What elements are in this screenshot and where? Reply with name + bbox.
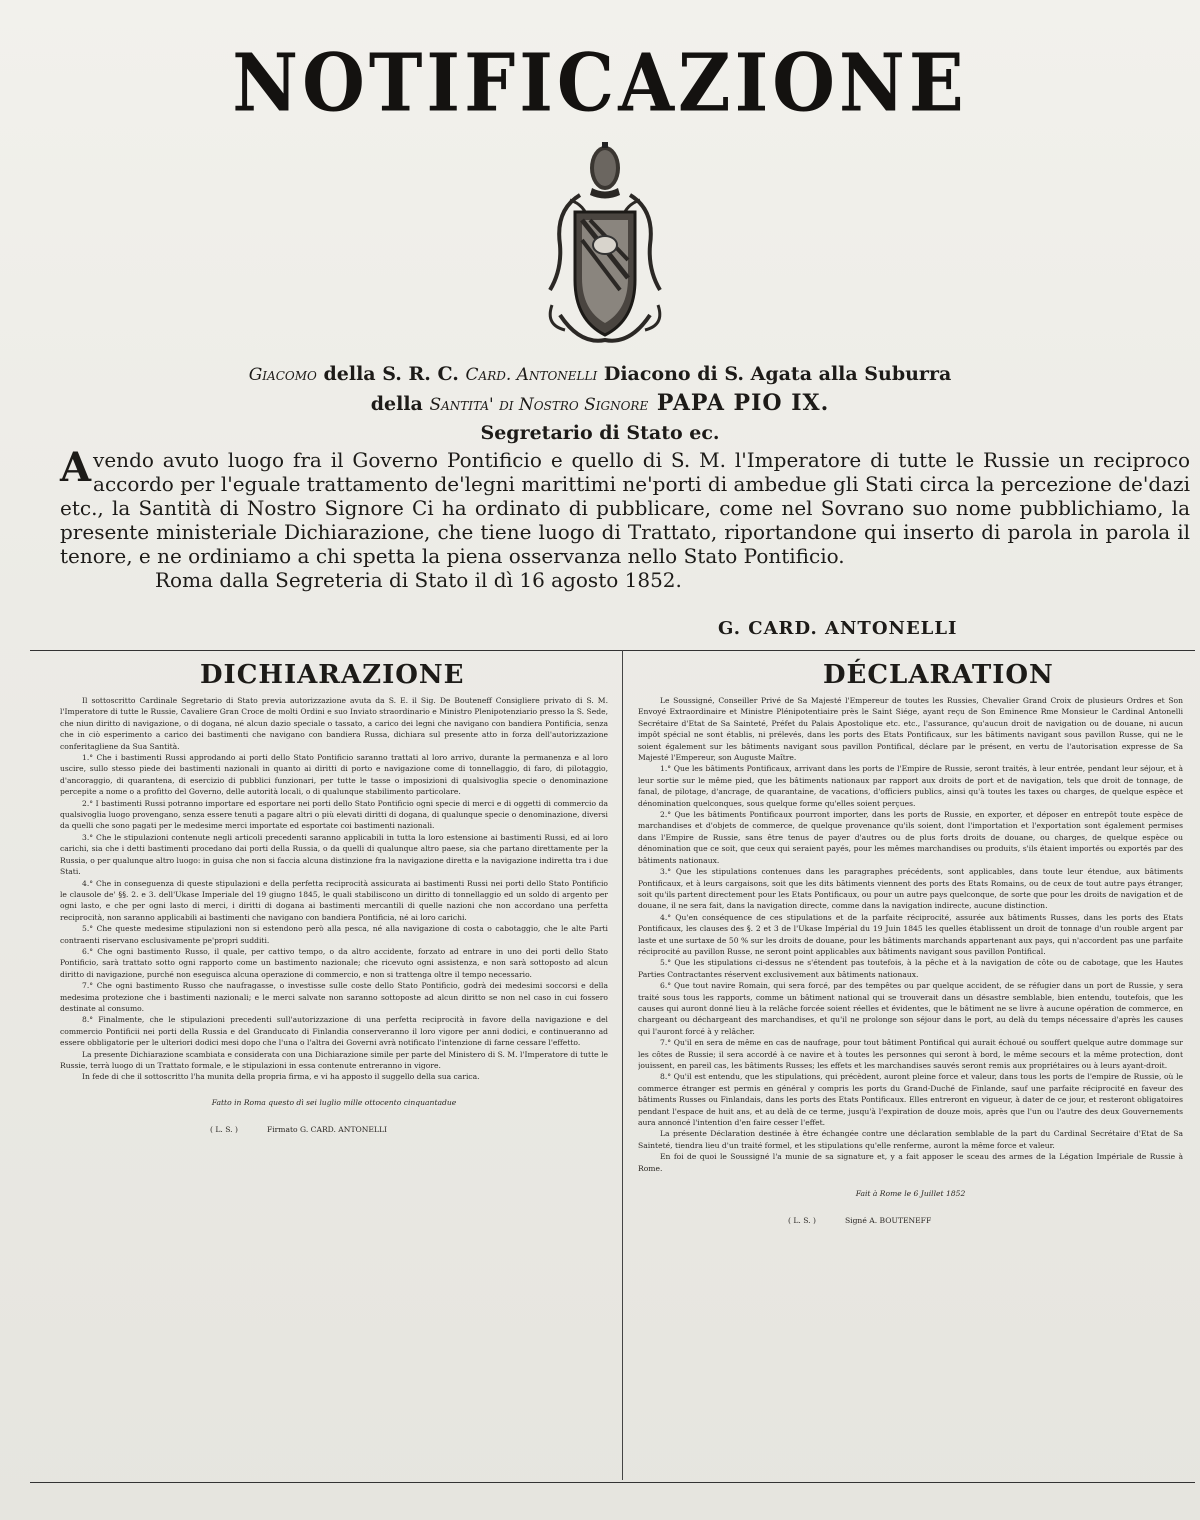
right-heading: DÉCLARATION — [823, 660, 1054, 690]
left-paragraph: 5.° Che queste medesime stipulazioni non si estendono però alla pesca, né alla navigazione di costa o cabotaggio, che le alte Parti contraenti riservano esclusivamente pe'propri sudditi. — [60, 924, 608, 945]
intro-date: Roma dalla Segreteria di Stato il dì 16 agosto 1852. — [155, 568, 682, 592]
intro-paragraph — [60, 444, 1190, 592]
left-paragraph: 1.° Che i bastimenti Russi approdando ai porti dello Stato Pontificio saranno trattati al loro arrivo, durante la permanenza e al loro uscire, sullo stesso piede dei bastimenti nazionali in quanto ai diritti di porto e navigazione come di tonnellaggio, di faro, di pilotaggio, d'ancoraggio, di quarantena, di esercizio di pubblici funzionari, per tutte le tasse o imposizioni di qualsivoglia specie o denominazione percepite a nome o a profitto del Governo, delle autorità locali, o di qualunque stabilimento particolare. — [60, 753, 608, 797]
issuer-line-3: Segretario di Stato ec. — [480, 422, 720, 444]
right-column — [638, 695, 1183, 1475]
intro-text: vendo avuto luogo fra il Governo Pontificio e quello di S. M. l'Imperatore di tutte le Russie un reciproco accordo per l'eguale trattamento de'legni marittimi ne'porti di ambedue gli Stati circa la percezione de'dazi etc., la Santità di Nostro Signore Ci ha ordinato di pubblicare, come nel Sovrano suo nome pubblichiamo, la presente ministeriale Dichiarazione, che tiene luogo di Trattato, riportandone qui inserto di parola in parola il tenore, e ne ordiniamo a chi spetta la piena osservanza nello Stato Pontificio. — [60, 448, 1190, 568]
left-paragraph: In fede di che il sottoscritto l'ha munita della propria firma, e vi ha apposto il suggello della sua carica. — [82, 1072, 480, 1082]
left-paragraph: Il sottoscritto Cardinale Segretario di Stato previa autorizzazione avuta da S. E. il Sig. De Bouteneff Consigliere privato di S. M. l'Imperatore di tutte le Russie, Cavaliere Gran Croce de molti Ordini e suo Inviato straordinario e Ministro Plenipotenziario presso la S. Sede, che niun diritto di navigazione, o di dogana, né alcun dazio speciale o tassato, a carico dei legni che navigano con bandiera Pontificia, senza che in ciò esperimento a carico dei bastimenti che navigano con bandiera Russa, dichiara sul presente atto in forza dell'autorizzazione conferitagliene da Sua Santità. — [60, 696, 608, 751]
left-paragraph: La presente Dichiarazione scambiata e considerata con una Dichiarazione simile per parte del Ministero di S. M. l'Imperatore di tutte le Russie, terrà luogo di un Trattato formale, e le stipulazioni in essa contenute entreranno in vigore. — [60, 1049, 608, 1070]
drop-cap: A — [60, 444, 92, 491]
right-paragraph: 2.° Que les bâtiments Pontificaux pourront importer, dans les ports de Russie, en exporter, et déposer en entrepôt toute espèce de marchandises et d'objets de commerce, de quelque provenance qu'ils soient, dont l'importation et l'exportation sont également permises dans l'Empire de Russie, sans être tenus de payer d'autres ou de plus forts droits de douane, ou charges, de quelque espèce ou dénomination que ce soit, que ceux qui seraient payés, pour les mêmes marchandises ou produits, s'ils étaient importés ou exportés par des bâtiments nationaux. — [638, 810, 1183, 865]
papal-coat-of-arms-icon — [540, 140, 670, 355]
issuer-header — [0, 360, 1200, 447]
left-paragraph: 3.° Che le stipulazioni contenute negli articoli precedenti saranno applicabili in tutta la loro estensione ai bastimenti Russi, ed ai loro carichi, sia che i detti bastimenti procedano dai porti della Russia, o da quelli di qualunque altro paese, sia che partano direttamente per la Russia, o per qualunque altro luogo: in guisa che non si faccia alcuna distinzione fra la navigazione diretta e la navigazione indiretta tra i due Stati. — [60, 832, 608, 877]
right-paragraph: 8.° Qu'il est entendu, que les stipulations, qui précèdent, auront pleine force et valeur, dans tous les ports de l'empire de Russie, où le commerce étranger est permis en général y compris les ports du Grand-Duché de Finlande, sauf une parfaite réciprocité en faveur des bâtiments Russes ou Finlandais, dans les ports des Etats Pontificaux. Elles entreront en vigueur, à dater de ce jour, et resteront obligatoires pendant l'espace de huit ans, et au delà de ce terme, jusqu'à l'expiration de douze mois, après que l'un ou l'autre des deux Gouvernements aura annoncé l'intention d'en faire cesser l'effet. — [638, 1072, 1183, 1128]
left-paragraph: 7.° Che ogni bastimento Russo che naufragasse, o investisse sulle coste dello Stato Pontificio, godrà dei medesimi soccorsi e della medesima protezione che i bastimenti nazionali; e le merci salvate non saranno sottoposte ad alcun diritto se non nel caso in cui fossero destinate al consumo. — [60, 981, 608, 1013]
right-paragraph: La présente Déclaration destinée à être échangée contre une déclaration semblable de la part du Cardinal Secrétaire d'Etat de Sa Sainteté, tiendra lieu d'un traité formel, et les stipulations qu'elle renferme, auront la même force et valeur. — [638, 1129, 1183, 1150]
section-divider — [30, 650, 1195, 651]
right-paragraph: 7.° Qu'il en sera de même en cas de naufrage, pour tout bâtiment Pontifical qui aurait échoué ou souffert quelque autre dommage sur les côtes de Russie; il sera accordé à ce navire et à toutes les personnes qui seront à bord, le même secours et la même protection, dont jouissent, en pareil cas, les bâtiments Russes; les effets et les marchandises sauvés seront remis aux propriétaires ou à leurs ayant-droit. — [638, 1038, 1183, 1070]
column-divider — [622, 650, 623, 1480]
left-paragraph: 4.° Che in conseguenza di queste stipulazioni e della perfetta reciprocità assicurata ai bastimenti Russi nei porti dello Stato Pontificio le clausole de' §§. 2. e 3. dell'Ukase Imperiale del 19 giugno 1845, le quali stabiliscono un diritto di tonnellaggio ed un soldo di argento per ogni lasto, e che per ogni lasto di merci, i diritti di dogana ai bastimenti mercantili di quelle nazioni che non accordano una perfetta reciprocità, non saranno applicabili ai bastimenti che navigano con bandiera Pontificia, né ai loro carichi. — [60, 878, 608, 922]
left-paragraph: 6.° Che ogni bastimento Russo, il quale, per cattivo tempo, o da altro accidente, forzato ad entrare in uno dei porti dello Stato Pontificio, sarà trattato sotto ogni rapporto come un bastimento nazionale; che ricevuto ogni assistenza, e non sarà sottoposto ad alcun diritto di navigazione, purché non eseguisca alcuna operazione di commercio, e non si trattenga oltre il tempo necessario. — [60, 946, 608, 979]
intro-signature: G. CARD. ANTONELLI — [718, 618, 958, 639]
issuer-line-1: Giacomo della S. R. C. Card. Antonelli Diacono di S. Agata alla Suburra — [248, 363, 952, 385]
right-paragraph: 5.° Que les stipulations ci-dessus ne s'étendent pas toutefois, à la pêche et à la navigation de côte ou de cabotage, que les Hautes Parties Contractantes réservent exclusivement aux bâtiments nationaux. — [638, 958, 1183, 979]
issuer-line-2: della Santita' di Nostro Signore PAPA PIO IX. — [370, 390, 830, 416]
right-paragraph: 3.° Que les stipulations contenues dans les paragraphes précédents, sont applicables, dans toute leur étendue, aux bâtiments Pontificaux, et à leurs cargaisons, soit que les dits bâtiments viennent des ports des Etats Romains, ou de ceux de tout autre pays étranger, soit qu'ils partent directement pour les Etats Pontificaux, ou pour un autre pays quelconque, de sorte que pour les droits de navigation et de douane, il ne sera fait, dans la navigation directe, comme dans la navigation indirecte, aucune distinction. — [638, 867, 1183, 911]
right-paragraph: En foi de quoi le Soussigné l'a munie de sa signature et, y a fait apposer le sceau des armes de la Légation Impériale de Russie à Rome. — [638, 1152, 1183, 1173]
right-dateline: Fait à Rome le 6 Juillet 1852 — [855, 1189, 966, 1199]
right-paragraph: Le Soussigné, Conseiller Privé de Sa Majesté l'Empereur de toutes les Russies, Chevalier Grand Croix de plusieurs Ordres et Son Envoyé Extraordinaire et Ministre Plénipotentiaire près le Saint Siége, ayant reçu de Son Eminence Rme Monsieur le Cardinal Antonelli Secrétaire d'Etat de Sa Sainteté, Préfet du Palais Apostolique etc. etc., l'assurance, qu'aucun droit de navigation ou de douane, ni aucun impôt spécial ne sont établis, ni prélevés, dans les ports des Etats Pontificaux, sur les bâtiments navigant sous pavillon Russe, qui ne le soient également sur les bâtiments navigant sous pavillon Pontifical, déclare par le présent, en vertu de l'autorisation expresse de Sa Majesté l'Empereur, son Auguste Maître. — [638, 696, 1183, 763]
left-seal-and-signer: ( L. S. ) Firmato G. CARD. ANTONELLI — [210, 1125, 388, 1135]
left-dateline: Fatto in Roma questo dì sei luglio mille ottocento cinquantadue — [211, 1097, 457, 1107]
right-paragraph: 4.° Qu'en conséquence de ces stipulations et de la parfaite réciprocité, assurée aux bâtiments Russes, dans les ports des Etats Pontificaux, les clauses des §. 2 et 3 de l'Ukase Impérial du 19 Juin 1845 les quelles établissent un droit de tonnage d'un rouble argent par laste et une surtaxe de 50 % sur les droits de douane, pour les bâtiments marchands appartenant aux pays, qui n'accordent pas une parfaite réciprocité au pavillon Russe, ne seront point applicables aux bâtiments navigant sous pavillon Pontifical. — [638, 912, 1183, 956]
right-paragraph: 6.° Que tout navire Romain, qui sera forcé, par des tempêtes ou par quelque accident, de se réfugier dans un port de Russie, y sera traité sous tous les rapports, comme un bâtiment national qui se trouverait dans un désastre semblable, bien entendu, toutefois, que les causes qui auront donné lieu à la relâche forcée soient réelles et évidentes, que le bâtiment ne se livre à aucune opération de commerce, en chargeant ou déchargeant des marchandises, et qu'il ne prolonge son séjour dans le port, au delà du temps nécessaire d'après les causes qui l'auront forcé à y relâcher. — [638, 981, 1183, 1036]
right-seal-and-signer: ( L. S. ) Signé A. BOUTENEFF — [788, 1216, 932, 1226]
bottom-divider — [30, 1482, 1195, 1483]
left-column — [60, 695, 608, 1475]
left-paragraph: 8.° Finalmente, che le stipulazioni precedenti sull'autorizzazione di una perfetta reciprocità in favore della navigazione e del commercio Pontificii nei porti della Russia e del Granducato di Finlandia conserveranno il loro vigore per anni dodici, e continueranno ad essere obbligatorie per le ulteriori dodici mesi dopo che l'una o l'altra dei Governi avrà notificato l'intenzione di farne cessare l'effetto. — [60, 1015, 608, 1048]
right-paragraph: 1.° Que les bâtiments Pontificaux, arrivant dans les ports de l'Empire de Russie, seront traités, à leur entrée, pendant leur séjour, et à leur sortie sur le même pied, que les bâtiments nationaux par rapport aux droits de port et de navigation, tels que droit de tonnage, de fanal, de pilotage, d'ancrage, de quarantaine, de vacations, d'officiers publics, ainsi qu'à toutes les taxes ou charges, de quelque espèce et dénomination quelconques, sous quelque forme qu'elles soient perçues. — [638, 764, 1183, 808]
left-paragraph: 2.° I bastimenti Russi potranno importare ed esportare nei porti dello Stato Pontificio ogni specie di merci e di oggetti di commercio da qualsivoglia luogo provengano, senza essere tenuti a pagare altri o più elevati diritti di dogana, di qualunque specie o denominazione, diversi da quelli che sono pagati per le medesime merci importate ed esportate coi bastimenti nazionali. — [60, 798, 608, 831]
left-heading: DICHIARAZIONE — [200, 660, 465, 690]
document-title: NOTIFICAZIONE — [232, 35, 968, 130]
